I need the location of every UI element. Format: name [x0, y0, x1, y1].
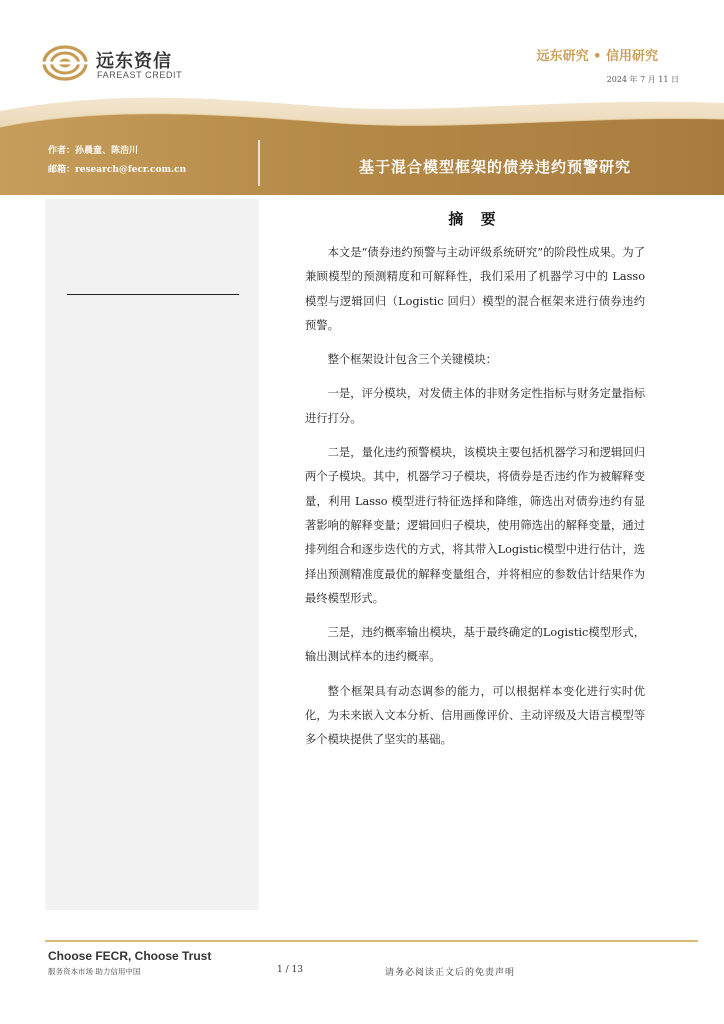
abstract-paragraph: 整个框架具有动态调参的能力，可以根据样本变化进行实时优化，为未来嵌入文本分析、信用画像评价、主动评级及大语言模型等多个模块提供了坚实的基础。	[305, 684, 645, 747]
footer-slogan-sub: 服务资本市场 助力信用中国	[48, 967, 141, 976]
report-header	[0, 0, 724, 195]
footer-slogan: Choose FECR, Choose Trust	[48, 949, 212, 963]
sidebar-divider	[67, 294, 239, 295]
author-line: 作者：孙晨童、陈浩川	[48, 146, 139, 156]
fareast-logo-icon	[42, 44, 88, 82]
footer-disclaimer: 请务必阅读正文后的免责声明	[385, 968, 516, 978]
report-series: 远东研究 • 信用研究	[536, 49, 658, 64]
report-date: 2024 年 7 月 11 日	[606, 75, 679, 84]
abstract-paragraph: 三是，违约概率输出模块，基于最终确定的Logistic模型形式，输出测试样本的违约概率。	[305, 626, 645, 664]
abstract-section	[305, 208, 645, 763]
abstract-paragraph: 一是，评分模块，对发债主体的非财务定性指标与财务定量指标进行打分。	[305, 387, 645, 425]
sidebar-panel	[45, 199, 259, 910]
abstract-paragraph: 整个框架设计包含三个关键模块：	[327, 353, 498, 367]
brand-name-cn: 远东资信	[96, 51, 172, 72]
abstract-paragraph: 二是，量化违约预警模块，该模块主要包括机器学习和逻辑回归两个子模块。其中，机器学习子模块，将债券是否违约作为被解释变量，利用 Lasso 模型进行特征选择和降维，筛选出对债券违约有显著影响的解释变量；逻辑回归子模块，使用筛选出的解释变量，通过排列组合和逐步迭代的方式，将其带入Logistic模型中进行估计，选择出预测精准度最优的解释变量组合，并将相应的参数估计结果作为最终模型形式。	[305, 446, 645, 605]
page-number: 1 / 13	[277, 965, 303, 975]
email-line: 邮箱：research@fecr.com.cn	[48, 165, 187, 175]
brand-name-en: FAREAST CREDIT	[97, 70, 183, 80]
abstract-heading: 摘 要	[448, 210, 502, 228]
footer-divider	[45, 940, 698, 942]
abstract-paragraph: 本文是“债券违约预警与主动评级系统研究”的阶段性成果。为了兼顾模型的预测精度和可解释性，我们采用了机器学习中的 Lasso 模型与逻辑回归（Logistic 回归）模型的混合框架来进行债券违约预警。	[305, 246, 645, 332]
header-divider	[258, 140, 260, 186]
report-title: 基于混合模型框架的债券违约预警研究	[358, 158, 631, 176]
